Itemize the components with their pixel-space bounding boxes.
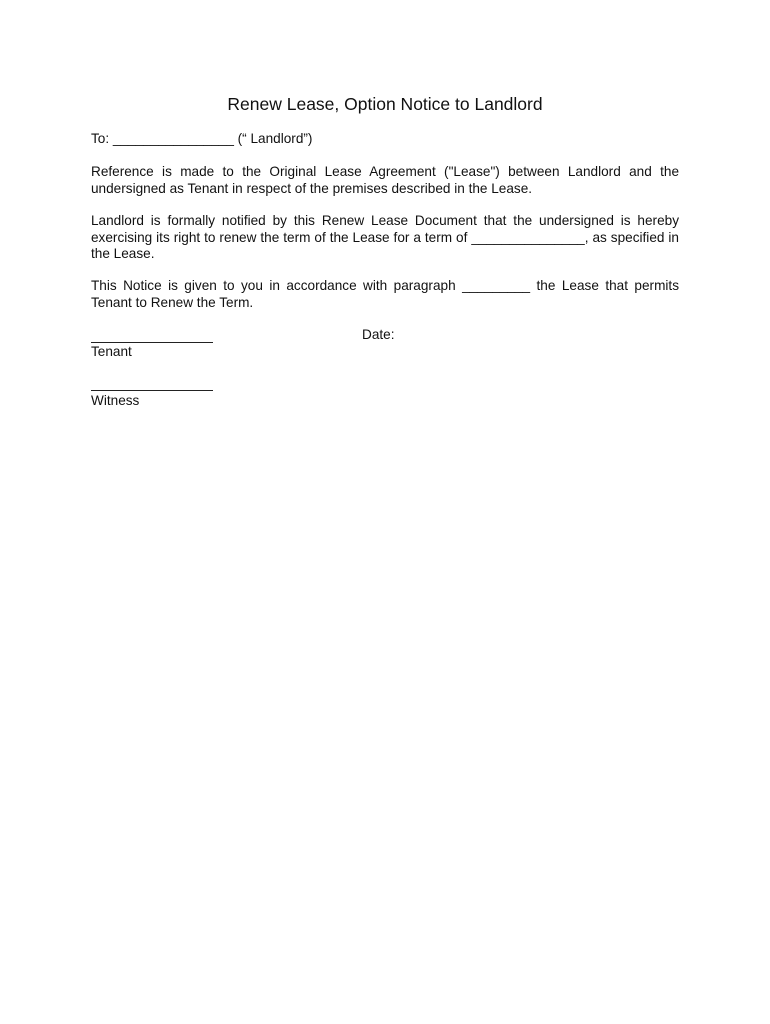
witness-label: Witness: [91, 393, 140, 408]
notification-paragraph: Landlord is formally notified by this Renew Lease Document that the undersigned is hereby exercising its right to renew the term of the Lease for a term of _______________, as specified in the Lease.: [91, 213, 679, 261]
tenant-label: Tenant: [91, 344, 132, 359]
to-landlord-line: To: ________________ (“ Landlord”): [91, 131, 313, 146]
witness-signature-line: [91, 390, 213, 391]
document-title: Renew Lease, Option Notice to Landlord: [227, 94, 543, 114]
notice-paragraph: This Notice is given to you in accordance with paragraph _________ the Lease that permits Tenant to Renew the Term.: [91, 278, 679, 310]
date-label: Date:: [362, 327, 395, 342]
tenant-signature-line: [91, 342, 213, 343]
reference-paragraph: Reference is made to the Original Lease Agreement ("Lease") between Landlord and the undersigned as Tenant in respect of the premises described in the Lease.: [91, 164, 679, 196]
